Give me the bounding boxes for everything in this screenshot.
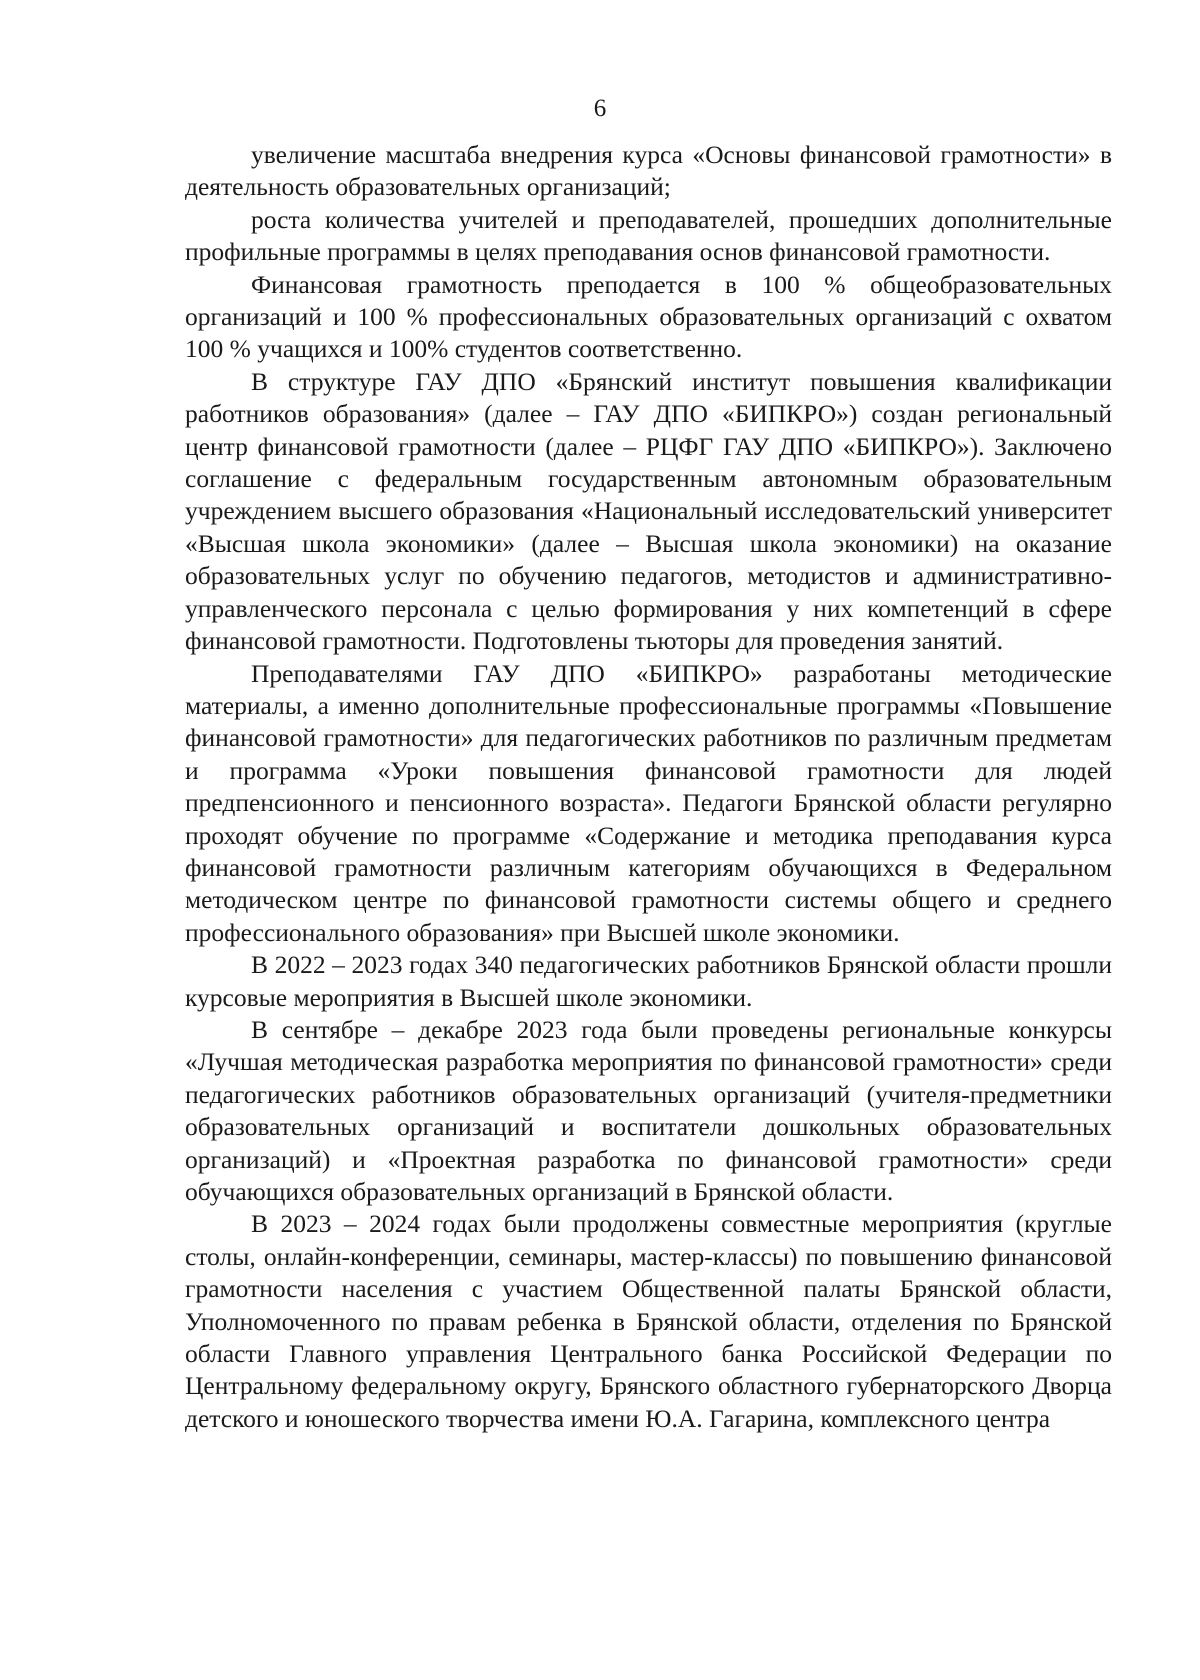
document-body [185,139,1112,1435]
paragraph: В структуре ГАУ ДПО «Брянский институт повышения квалификации работников образования» (далее – ГАУ ДПО «БИПКРО») создан региональный центр финансовой грамотности (далее – РЦФГ ГАУ ДПО «БИПКРО»). Заключено соглашение с федеральным государственным автономным образовательным учреждением высшего образования «Национальный исследовательский университет «Высшая школа экономики» (далее – Высшая школа экономики) на оказание образовательных услуг по обучению педагогов, методистов и административно-управленческого персонала с целью формирования у них компетенций в сфере финансовой грамотности. Подготовлены тьюторы для проведения занятий. [185,366,1112,656]
paragraph: В сентябре – декабре 2023 года были проведены региональные конкурсы «Лучшая методическая разработка мероприятия по финансовой грамотности» среди педагогических работников образовательных организаций (учителя-предметники образовательных организаций и воспитатели дошкольных образовательных организаций) и «Проектная разработка по финансовой грамотности» среди обучающихся образовательных организаций в Брянской области. [185,1014,1112,1206]
paragraph: В 2022 – 2023 годах 340 педагогических работников Брянской области прошли курсовые мероприятия в Высшей школе экономики. [185,950,1112,1012]
paragraph: Финансовая грамотность преподается в 100 % общеобразовательных организаций и 100 % профессиональных образовательных организаций с охватом 100 % учащихся и 100% студентов соответственно. [185,269,1112,364]
paragraph: увеличение масштаба внедрения курса «Основы финансовой грамотности» в деятельность образовательных организаций; [185,140,1112,202]
page-number: 6 [593,95,607,122]
paragraph: В 2023 – 2024 годах были продолжены совместные мероприятия (круглые столы, онлайн-конференции, семинары, мастер-классы) по повышению финансовой грамотности населения с участием Общественной палаты Брянской области, Уполномоченного по правам ребенка в Брянской области, отделения по Брянской области Главного управления Центрального банка Российской Федерации по Центральному федеральному округу, Брянского областного губернаторского Дворца детского и юношеского творчества имени Ю.А. Гагарина, комплексного центра [185,1209,1112,1433]
paragraph: Преподавателями ГАУ ДПО «БИПКРО» разработаны методические материалы, а именно дополнительные профессиональные программы «Повышение финансовой грамотности» для педагогических работников по различным предметам и программа «Уроки повышения финансовой грамотности для людей предпенсионного и пенсионного возраста». Педагоги Брянской области регулярно проходят обучение по программе «Содержание и методика преподавания курса финансовой грамотности различным категориям обучающихся в Федеральном методическом центре по финансовой грамотности системы общего и среднего профессионального образования» при Высшей школе экономики. [185,658,1112,947]
paragraph: роста количества учителей и преподавателей, прошедших дополнительные профильные программы в целях преподавания основ финансовой грамотности. [185,204,1112,267]
